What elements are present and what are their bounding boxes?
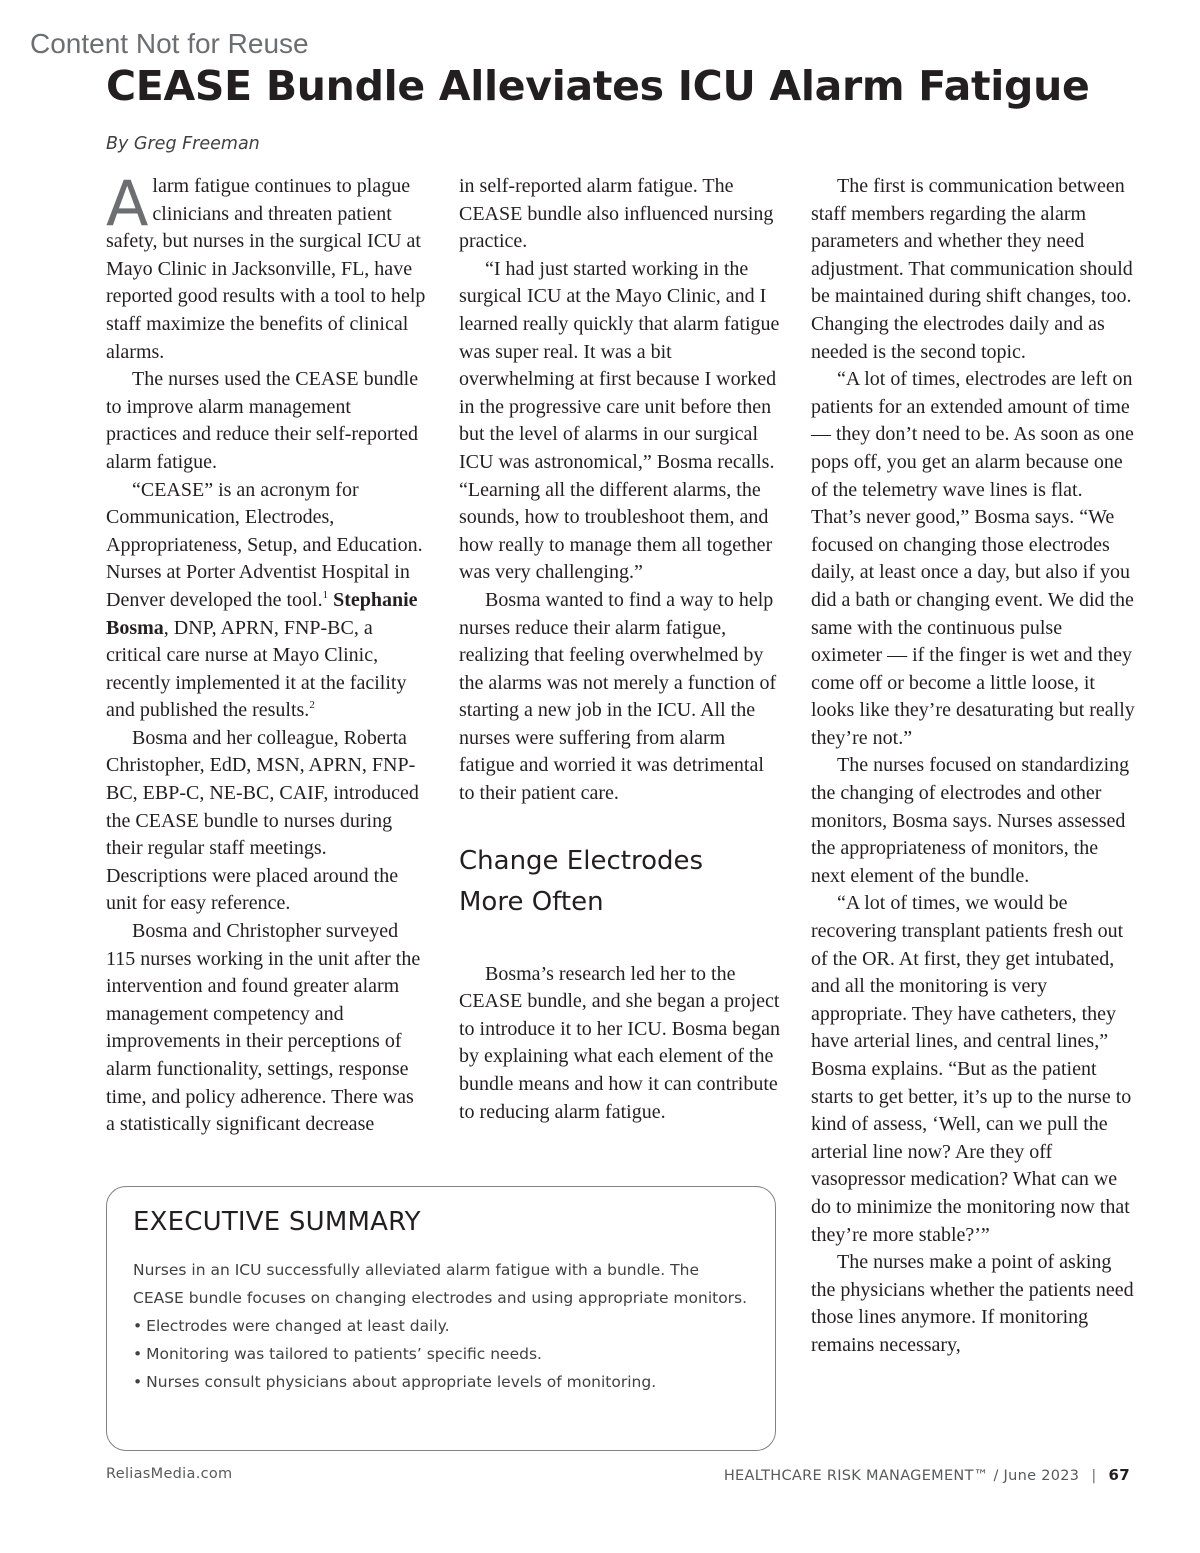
executive-summary-box (106, 1186, 776, 1451)
footer-site: ReliasMedia.com (106, 1466, 233, 1482)
bullet-icon: • (133, 1317, 143, 1336)
article-byline: By Greg Freeman (106, 134, 260, 154)
subheading-line: More Often (459, 886, 604, 917)
paragraph: Bosma and Christopher surveyed 115 nurses working in the unit after the intervention and found greater alarm management competency and improvements in their perceptions of alarm functionality, settings, response time, and policy adherence. There was a statistically significant decrease (106, 920, 421, 1136)
summary-bullet (133, 1340, 749, 1368)
person-name: Stephanie Bosma (106, 588, 418, 639)
summary-text: Nurses in an ICU successfully alleviated alarm fatigue with a bundle. The CEASE bundle focuses on changing electrodes and using appropriate monitors. (133, 1261, 748, 1308)
paragraph: Bosma wanted to find a way to help nurses reduce their alarm fatigue, realizing that feeling overwhelmed by the alarms was not merely a function of starting a new job in the ICU. All the nurses were suffering from alarm fatigue and worried it was detrimental to their patient care. (459, 588, 777, 805)
paragraph: The first is communication between staff members regarding the alarm parameters and whether they need adjustment. That communication should be maintained during shift changes, too. Changing the electrodes daily and as needed is the second topic. (811, 175, 1133, 363)
footer-info (724, 1466, 1130, 1484)
paragraph-text: , DNP, APRN, FNP-BC, a critical care nurse at Mayo Clinic, recently implemented it at the facility and published the results. (106, 616, 407, 722)
subheading-line: Change Electrodes (459, 845, 704, 876)
summary-bullet-text: Electrodes were changed at least daily. (146, 1317, 450, 1336)
section-subheading (459, 841, 781, 923)
article-column-3 (811, 173, 1137, 1360)
article-column-2 (459, 173, 781, 1126)
paragraph: “I had just started working in the surgical ICU at the Mayo Clinic, and I learned really quickly that alarm fatigue was super real. It was a bit overwhelming at first because I worked in the progressive care unit before then but the level of alarms in our surgical ICU was astronomical,” Bosma recalls. “Learning all the different alarms, the sounds, how to troubleshoot them, and how really to manage them all together was very challenging.” (459, 257, 780, 584)
paragraph: Bosma and her colleague, Roberta Christopher, EdD, MSN, APRN, FNP-BC, EBP-C, NE-BC, CAIF, introduced the CEASE bundle to nurses during their regular staff meetings. Descriptions were placed around the unit for easy reference. (106, 726, 419, 915)
paragraph-text: larm fatigue continues to plague clinicians and threaten patient safety, but nurses in the surgical ICU at Mayo Clinic in Jacksonville, FL, have reported good results with a tool to help staff maximize the benefits of clinical alarms. (106, 175, 426, 363)
summary-heading: EXECUTIVE SUMMARY (133, 1207, 421, 1237)
paragraph: “A lot of times, electrodes are left on patients for an extended amount of time — they don’t need to be. As soon as one pops off, you get an alarm because one of the telemetry wave lines is flat. That’s never good,” Bosma says. “We focused on changing those electrodes daily, at least once a day, but also if you did a bath or changing event. We did the same with the continuous pulse oximeter — if the finger is wet and they come off or become a little loose, it looks like they’re desaturating but really they’re not.” (811, 368, 1135, 749)
summary-bullet-list (133, 1312, 749, 1396)
paragraph (106, 477, 426, 725)
reference-superscript: 1 (322, 588, 329, 601)
article-title: CEASE Bundle Alleviates ICU Alarm Fatigue (106, 62, 1090, 110)
article-column-1 (106, 167, 426, 1139)
paragraph: Bosma’s research led her to the CEASE bundle, and she began a project to introduce it to her ICU. Bosma began by explaining what each element of the bundle means and how it can contribute to reducing alarm fatigue. (459, 962, 781, 1123)
paragraph: “A lot of times, we would be recovering transplant patients fresh out of the OR. At first, they get intubated, and all the monitoring is very appropriate. They have catheters, they have arterial lines, and central lines,” Bosma explains. “But as the patient starts to get better, it’s up to the nurse to kind of assess, ‘Well, can we pull the arterial line now? Are they off vasopressor medication? What can we do to minimize the monitoring now that they’re more stable?’” (811, 892, 1132, 1246)
summary-bullet (133, 1312, 749, 1340)
paragraph: in self-reported alarm fatigue. The CEASE bundle also influenced nursing practice. (459, 175, 774, 253)
bullet-icon: • (133, 1345, 143, 1364)
bullet-icon: • (133, 1373, 143, 1392)
paragraph (106, 167, 426, 366)
page-number: 67 (1108, 1466, 1130, 1484)
paragraph: The nurses focused on standardizing the changing of electrodes and other monitors, Bosma says. Nurses assessed the appropriateness of monitors, the next element of the bundle. (811, 754, 1130, 887)
summary-bullet-text: Monitoring was tailored to patients’ specific needs. (146, 1345, 542, 1364)
paragraph: The nurses make a point of asking the physicians whether the patients need those lines anymore. If monitoring remains necessary, (811, 1251, 1134, 1356)
paragraph-text: “CEASE” is an acronym for Communication, Electrodes, Appropriateness, Setup, and Education. Nurses at Porter Adventist Hospital in Denver developed the tool. (106, 478, 423, 611)
summary-bullet-text: Nurses consult physicians about appropriate levels of monitoring. (146, 1373, 657, 1392)
paragraph: The nurses used the CEASE bundle to improve alarm management practices and reduce their self-reported alarm fatigue. (106, 368, 419, 473)
summary-bullet (133, 1368, 749, 1396)
drop-cap: A (106, 167, 149, 240)
watermark-text: Content Not for Reuse (30, 28, 309, 59)
footer-publication: HEALTHCARE RISK MANAGEMENT™ / June 2023 (723, 1468, 1080, 1484)
footer-separator: | (1091, 1468, 1097, 1484)
reference-superscript: 2 (309, 699, 315, 712)
